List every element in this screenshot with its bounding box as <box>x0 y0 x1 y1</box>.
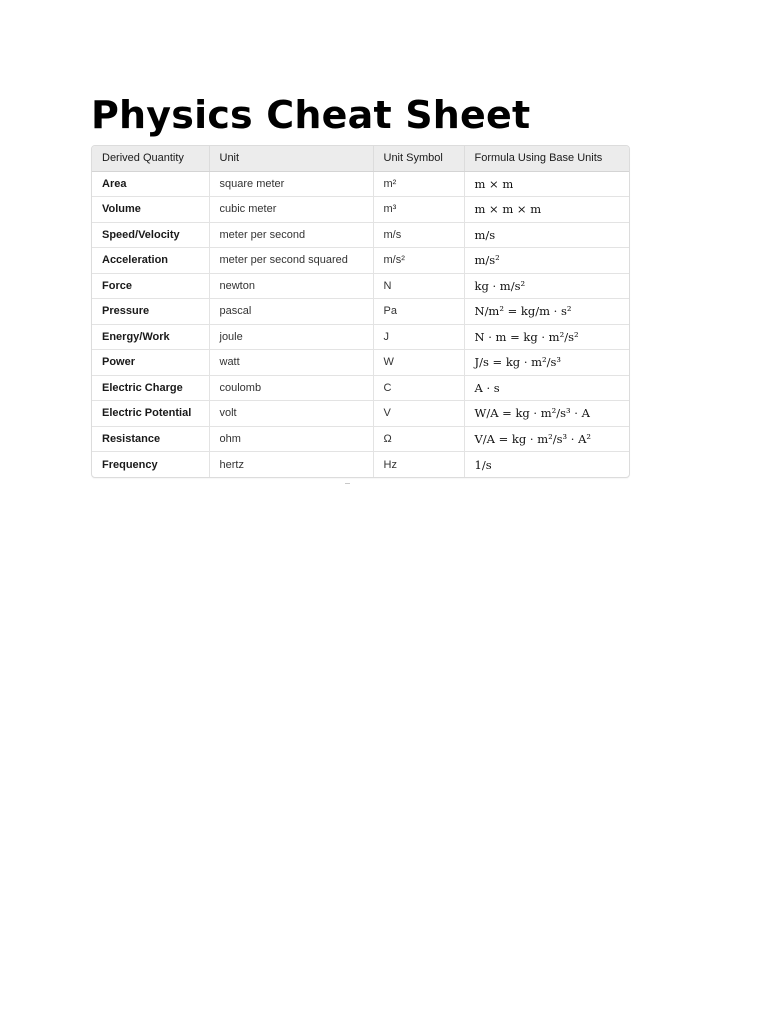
symbol-cell: Hz <box>373 452 464 478</box>
header-unit-symbol: Unit Symbol <box>373 146 464 171</box>
table-row <box>92 273 629 299</box>
table-row <box>92 350 629 376</box>
formula-cell: W/A = kg · m²/s³ · A <box>464 401 629 427</box>
unit-cell: coulomb <box>209 375 373 401</box>
symbol-cell: J <box>373 324 464 350</box>
table-body <box>92 171 629 477</box>
table-row <box>92 426 629 452</box>
quantity-cell: Energy/Work <box>92 324 209 350</box>
header-unit: Unit <box>209 146 373 171</box>
formula-cell: m/s² <box>464 248 629 274</box>
quantity-cell: Speed/Velocity <box>92 222 209 248</box>
quantity-cell: Acceleration <box>92 248 209 274</box>
symbol-cell: Pa <box>373 299 464 325</box>
symbol-cell: m/s <box>373 222 464 248</box>
formula-cell: V/A = kg · m²/s³ · A² <box>464 426 629 452</box>
header-derived-quantity: Derived Quantity <box>92 146 209 171</box>
units-table-container <box>91 145 630 478</box>
formula-cell: m/s <box>464 222 629 248</box>
formula-cell: m × m × m <box>464 197 629 223</box>
formula-cell: N/m² = kg/m · s² <box>464 299 629 325</box>
symbol-cell: N <box>373 273 464 299</box>
unit-cell: cubic meter <box>209 197 373 223</box>
quantity-cell: Resistance <box>92 426 209 452</box>
formula-cell: N · m = kg · m²/s² <box>464 324 629 350</box>
quantity-cell: Area <box>92 171 209 197</box>
quantity-cell: Electric Potential <box>92 401 209 427</box>
symbol-cell: m/s² <box>373 248 464 274</box>
quantity-cell: Volume <box>92 197 209 223</box>
table-row <box>92 197 629 223</box>
symbol-cell: V <box>373 401 464 427</box>
unit-cell: watt <box>209 350 373 376</box>
unit-cell: pascal <box>209 299 373 325</box>
table-row <box>92 222 629 248</box>
quantity-cell: Power <box>92 350 209 376</box>
symbol-cell: C <box>373 375 464 401</box>
unit-cell: hertz <box>209 452 373 478</box>
unit-cell: volt <box>209 401 373 427</box>
symbol-cell: Ω <box>373 426 464 452</box>
symbol-cell: W <box>373 350 464 376</box>
page-title: Physics Cheat Sheet <box>91 93 531 137</box>
unit-cell: joule <box>209 324 373 350</box>
quantity-cell: Pressure <box>92 299 209 325</box>
formula-cell: m × m <box>464 171 629 197</box>
page-mark <box>345 483 350 484</box>
table-header <box>92 146 629 171</box>
symbol-cell: m² <box>373 171 464 197</box>
unit-cell: meter per second squared <box>209 248 373 274</box>
formula-cell: kg · m/s² <box>464 273 629 299</box>
unit-cell: ohm <box>209 426 373 452</box>
table-row <box>92 375 629 401</box>
table-row <box>92 299 629 325</box>
quantity-cell: Electric Charge <box>92 375 209 401</box>
unit-cell: square meter <box>209 171 373 197</box>
formula-cell: 1/s <box>474 457 492 472</box>
table-row <box>92 324 629 350</box>
header-formula: Formula Using Base Units <box>464 146 629 171</box>
table-row <box>92 452 629 478</box>
quantity-cell: Force <box>92 273 209 299</box>
table-row <box>92 401 629 427</box>
formula-cell: J/s = kg · m²/s³ <box>464 350 629 376</box>
units-table <box>92 146 629 477</box>
formula-cell: A · s <box>464 375 629 401</box>
unit-cell: newton <box>209 273 373 299</box>
unit-cell: meter per second <box>209 222 373 248</box>
symbol-cell: m³ <box>373 197 464 223</box>
table-row <box>92 171 629 197</box>
table-row <box>92 248 629 274</box>
quantity-cell: Frequency <box>92 452 209 478</box>
table-header-row <box>92 146 629 171</box>
